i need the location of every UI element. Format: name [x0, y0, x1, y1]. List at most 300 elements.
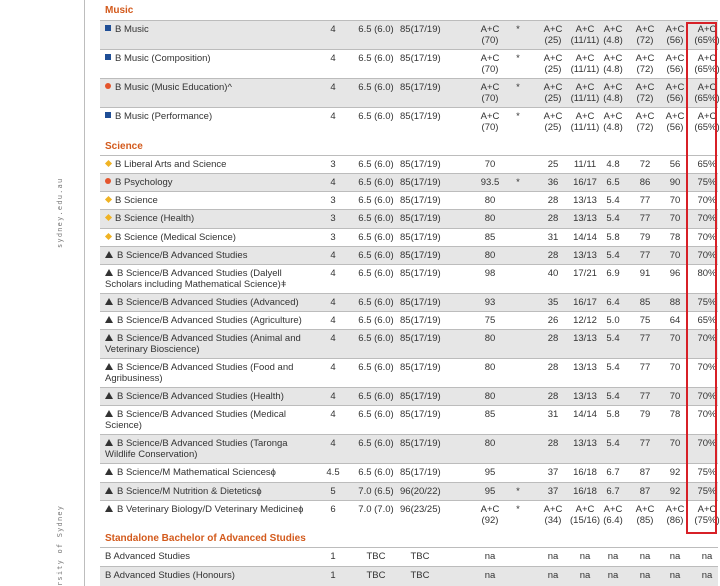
table-cell: 85(17/19)	[400, 159, 441, 170]
course-name-text: B Science/B Advanced Studies (Health)	[117, 391, 284, 402]
course-name	[105, 195, 305, 206]
table-cell: 13/13	[573, 438, 597, 449]
table-cell: 85	[484, 409, 496, 420]
course-name-text: B Science/B Advanced Studies (Medical Science)	[105, 409, 286, 431]
table-cell: 88	[669, 297, 681, 308]
table-cell: 70	[669, 250, 681, 261]
table-cell: 77	[639, 250, 651, 261]
table-cell: na	[547, 570, 559, 581]
table-cell: A+C (56)	[665, 53, 685, 75]
table-cell: 3	[330, 213, 336, 224]
table-cell: 64	[669, 315, 681, 326]
table-cell: 85(17/19)	[400, 53, 441, 64]
table-row	[100, 358, 718, 387]
table-cell: 70	[669, 333, 681, 344]
table-cell: A+C (86)	[665, 504, 685, 526]
table-cell: 6.5 (6.0)	[358, 159, 394, 170]
table-cell: 85(17/19)	[400, 409, 441, 420]
course-name-text: B Advanced Studies (Honours)	[105, 570, 235, 581]
table-cell: 1	[330, 570, 336, 581]
course-name-text: B Psychology	[115, 177, 173, 188]
table-cell: 31	[547, 409, 559, 420]
table-cell: 6.5 (6.0)	[358, 467, 394, 478]
table-cell: 5.4	[606, 391, 620, 402]
course-name	[105, 268, 305, 290]
table-cell: 16/18	[573, 467, 597, 478]
table-cell: 4	[330, 315, 336, 326]
table-cell: 12/12	[573, 315, 597, 326]
table-cell: 13/13	[573, 213, 597, 224]
table-cell: 92	[669, 467, 681, 478]
table-row	[100, 500, 718, 530]
table-cell: A+C (72)	[635, 111, 655, 133]
table-cell: 75	[484, 315, 496, 326]
section-title: Science	[105, 141, 143, 152]
diamond-marker-icon	[105, 233, 112, 240]
table-cell: TBC	[366, 570, 386, 581]
table-cell: 3	[330, 232, 336, 243]
table-cell: 6.5 (6.0)	[358, 177, 394, 188]
table-cell: 85(17/19)	[400, 213, 441, 224]
course-name	[105, 315, 305, 326]
course-name	[105, 297, 305, 308]
table-cell: 85(17/19)	[400, 177, 441, 188]
table-cell: 85(17/19)	[400, 195, 441, 206]
table-cell: 85(17/19)	[400, 232, 441, 243]
table-cell: 85(17/19)	[400, 333, 441, 344]
table-cell: A+C (25)	[543, 53, 563, 75]
table-row	[100, 482, 718, 500]
course-name-text: B Science/B Advanced Studies (Animal and Veterinary Bioscience)	[105, 333, 301, 355]
course-name	[105, 53, 305, 64]
course-name	[105, 232, 305, 243]
table-cell: 17/21	[573, 268, 597, 279]
table-cell: 40	[547, 268, 559, 279]
table-cell: 28	[547, 213, 559, 224]
table-cell: 4.5	[326, 467, 340, 478]
table-cell: 87	[639, 467, 651, 478]
table-cell: 16/17	[573, 297, 597, 308]
table-cell: 77	[639, 391, 651, 402]
table-cell: 85(17/19)	[400, 82, 441, 93]
table-cell: 70%	[697, 232, 717, 243]
section-header	[100, 139, 718, 155]
table-cell: 4	[330, 250, 336, 261]
triangle-marker-icon	[105, 251, 113, 258]
triangle-marker-icon	[105, 468, 113, 475]
table-cell: A+C (56)	[665, 82, 685, 104]
table-row	[100, 209, 718, 228]
table-cell: 56	[669, 159, 681, 170]
table-cell: 7.0 (6.5)	[358, 486, 394, 497]
table-cell: A+C (72)	[635, 53, 655, 75]
table-cell: 85(17/19)	[400, 438, 441, 449]
table-cell: A+C (4.8)	[603, 111, 623, 133]
table-cell: 65%	[697, 159, 717, 170]
table-cell: 75%	[697, 177, 717, 188]
table-cell: 16/17	[573, 177, 597, 188]
table-cell: A+C (25)	[543, 24, 563, 46]
table-cell: 80	[484, 250, 496, 261]
triangle-marker-icon	[105, 334, 113, 341]
table-cell: 6.5 (6.0)	[358, 333, 394, 344]
table-cell: 85(17/19)	[400, 391, 441, 402]
table-cell: 85(17/19)	[400, 315, 441, 326]
table-cell: 80	[484, 438, 496, 449]
table-cell: na	[484, 551, 496, 562]
sidebar-url: sydney.edu.au	[56, 177, 64, 248]
table-cell: 13/13	[573, 391, 597, 402]
table-cell: 86	[639, 177, 651, 188]
section-title: Music	[105, 5, 134, 16]
course-name-text: B Liberal Arts and Science	[115, 159, 227, 170]
table-cell: 75	[639, 315, 651, 326]
table-cell: 70%	[697, 391, 717, 402]
table-cell: 5.4	[606, 333, 620, 344]
table-row	[100, 264, 718, 293]
table-cell: 3	[330, 159, 336, 170]
table-cell: A+C (70)	[480, 111, 500, 133]
square-marker-icon	[105, 112, 111, 118]
table-cell: 16/18	[573, 486, 597, 497]
table-row	[100, 49, 718, 78]
table-cell: na	[669, 570, 681, 581]
table-cell: 5.8	[606, 232, 620, 243]
square-marker-icon	[105, 25, 111, 31]
triangle-marker-icon	[105, 316, 113, 323]
table-cell: 36	[547, 177, 559, 188]
course-name	[105, 391, 305, 402]
table-cell: A+C (70)	[480, 82, 500, 104]
table-cell: 85	[484, 232, 496, 243]
table-cell: 28	[547, 250, 559, 261]
course-name	[105, 250, 305, 261]
table-cell: 13/13	[573, 195, 597, 206]
sidebar-university: rsity of Sydney	[56, 504, 64, 586]
table-row	[100, 20, 718, 49]
table-cell: 85(17/19)	[400, 250, 441, 261]
table-cell: 75%	[697, 486, 717, 497]
table-cell: 95	[484, 467, 496, 478]
table-cell: 96(20/22)	[400, 486, 441, 497]
course-name	[105, 362, 305, 384]
table-cell: 4	[330, 409, 336, 420]
triangle-marker-icon	[105, 487, 113, 494]
table-cell: A+C (25)	[543, 82, 563, 104]
table-cell: 6.5 (6.0)	[358, 24, 394, 35]
section-title: Standalone Bachelor of Advanced Studies	[105, 533, 306, 544]
table-cell: A+C (65%)	[694, 53, 720, 75]
course-name-text: B Science/B Advanced Studies (Agriculture)	[117, 315, 302, 326]
table-cell: 85(17/19)	[400, 467, 441, 478]
table-cell: na	[607, 551, 619, 562]
course-name	[105, 24, 305, 35]
course-name	[105, 333, 305, 355]
table-cell: 28	[547, 333, 559, 344]
table-cell: 77	[639, 362, 651, 373]
table-row	[100, 246, 718, 264]
triangle-marker-icon	[105, 410, 113, 417]
table-cell: 5.4	[606, 362, 620, 373]
table-cell: 85(17/19)	[400, 297, 441, 308]
table-cell: TBC	[366, 551, 386, 562]
diamond-marker-icon	[105, 196, 112, 203]
table-cell: A+C (11/11)	[570, 24, 600, 46]
table-cell: 93.5	[480, 177, 500, 188]
table-cell: 7.0 (7.0)	[358, 504, 394, 515]
table-cell: 14/14	[573, 409, 597, 420]
course-name-text: B Science	[115, 195, 158, 206]
table-cell: A+C (11/11)	[570, 53, 600, 75]
triangle-marker-icon	[105, 363, 113, 370]
table-cell: 1	[330, 551, 336, 562]
course-name	[105, 82, 305, 93]
table-cell: 35	[547, 297, 559, 308]
table-cell: 79	[639, 232, 651, 243]
table-cell: 85	[639, 297, 651, 308]
course-name-text: B Science/M Mathematical Sciencesɸ	[117, 467, 276, 478]
table-cell: A+C (4.8)	[603, 53, 623, 75]
table-row	[100, 107, 718, 136]
table-cell: 72	[639, 159, 651, 170]
table-cell: 13/13	[573, 250, 597, 261]
table-cell: 80	[484, 362, 496, 373]
table-cell: 4	[330, 111, 336, 122]
table-cell: 85(17/19)	[400, 268, 441, 279]
table-cell: 70%	[697, 195, 717, 206]
course-name-text: B Music	[115, 24, 149, 35]
table-cell: A+C (72)	[635, 82, 655, 104]
table-cell: 70	[669, 362, 681, 373]
table-cell: *	[516, 53, 520, 64]
table-cell: 92	[669, 486, 681, 497]
table-cell: *	[516, 24, 520, 35]
table-cell: A+C (11/11)	[570, 111, 600, 133]
table-row	[100, 405, 718, 434]
table-cell: 70	[669, 195, 681, 206]
table-cell: 6.5 (6.0)	[358, 409, 394, 420]
course-name-text: B Veterinary Biology/D Veterinary Medicineɸ	[117, 504, 304, 515]
table-cell: 6.5 (6.0)	[358, 438, 394, 449]
table-cell: 6.5	[606, 177, 620, 188]
table-cell: 31	[547, 232, 559, 243]
table-cell: na	[579, 570, 591, 581]
table-row	[100, 463, 718, 482]
table-cell: 70%	[697, 362, 717, 373]
table-cell: 78	[669, 232, 681, 243]
table-cell: 85(17/19)	[400, 111, 441, 122]
table-cell: 26	[547, 315, 559, 326]
circle-marker-icon	[105, 83, 111, 89]
table-cell: 5.4	[606, 195, 620, 206]
table-cell: 77	[639, 195, 651, 206]
table-cell: 70%	[697, 213, 717, 224]
course-name	[105, 409, 305, 431]
table-cell: 78	[669, 409, 681, 420]
table-cell: 70%	[697, 438, 717, 449]
table-cell: 85(17/19)	[400, 24, 441, 35]
table-cell: 4	[330, 53, 336, 64]
table-cell: 28	[547, 438, 559, 449]
course-name-text: B Science (Health)	[115, 213, 195, 224]
table-cell: na	[607, 570, 619, 581]
table-cell: 6.5 (6.0)	[358, 213, 394, 224]
table-cell: 6.5 (6.0)	[358, 250, 394, 261]
margin-divider	[84, 0, 85, 586]
course-name	[105, 486, 305, 497]
table-cell: 70%	[697, 333, 717, 344]
diamond-marker-icon	[105, 160, 112, 167]
course-name-text: B Science/B Advanced Studies (Advanced)	[117, 297, 299, 308]
table-cell: 6.5 (6.0)	[358, 195, 394, 206]
table-cell: 77	[639, 438, 651, 449]
table-cell: A+C (92)	[480, 504, 500, 526]
table-cell: A+C (56)	[665, 111, 685, 133]
table-cell: A+C (6.4)	[603, 504, 623, 526]
table-row	[100, 293, 718, 311]
table-cell: *	[516, 486, 520, 497]
table-row	[100, 566, 718, 586]
table-cell: *	[516, 177, 520, 188]
table-cell: 70	[669, 438, 681, 449]
table-row	[100, 228, 718, 246]
table-cell: 28	[547, 391, 559, 402]
table-cell: 96	[669, 268, 681, 279]
table-cell: 79	[639, 409, 651, 420]
table-row	[100, 78, 718, 107]
table-cell: 80	[484, 213, 496, 224]
table-cell: 6.7	[606, 467, 620, 478]
table-cell: 5.0	[606, 315, 620, 326]
table-cell: na	[639, 570, 651, 581]
table-cell: 80%	[697, 268, 717, 279]
table-cell: 5.4	[606, 250, 620, 261]
table-cell: 6.5 (6.0)	[358, 268, 394, 279]
section-header	[100, 3, 718, 19]
course-name	[105, 159, 305, 170]
course-name-text: B Science/B Advanced Studies (Dalyell Scholars including Mathematical Science)ǂ	[105, 268, 287, 290]
table-cell: 4	[330, 438, 336, 449]
table-row	[100, 155, 718, 173]
table-cell: 70%	[697, 250, 717, 261]
table-row	[100, 311, 718, 329]
table-cell: A+C (34)	[543, 504, 563, 526]
table-cell: 70	[669, 213, 681, 224]
table-cell: 70%	[697, 409, 717, 420]
table-cell: *	[516, 504, 520, 515]
course-name-text: B Music (Music Education)^	[115, 82, 232, 93]
table-cell: 70	[484, 159, 496, 170]
table-cell: 6.4	[606, 297, 620, 308]
table-cell: 13/13	[573, 362, 597, 373]
table-cell: TBC	[410, 570, 430, 581]
table-cell: 80	[484, 391, 496, 402]
table-cell: 93	[484, 297, 496, 308]
course-name-text: B Music (Composition)	[115, 53, 211, 64]
table-cell: TBC	[410, 551, 430, 562]
table-cell: 6.5 (6.0)	[358, 391, 394, 402]
course-name-text: B Science/B Advanced Studies (Food and Agribusiness)	[105, 362, 294, 384]
table-cell: 6.5 (6.0)	[358, 315, 394, 326]
table-cell: 91	[639, 268, 651, 279]
table-cell: 6.5 (6.0)	[358, 82, 394, 93]
course-name-text: B Science/B Advanced Studies	[117, 250, 248, 261]
table-cell: 75%	[697, 467, 717, 478]
table-cell: A+C (56)	[665, 24, 685, 46]
table-cell: 90	[669, 177, 681, 188]
table-cell: 37	[547, 467, 559, 478]
triangle-marker-icon	[105, 505, 113, 512]
table-cell: 37	[547, 486, 559, 497]
table-row	[100, 173, 718, 191]
table-cell: A+C (70)	[480, 24, 500, 46]
course-name-text: B Music (Performance)	[115, 111, 213, 122]
table-cell: 4	[330, 24, 336, 35]
table-cell: 25	[547, 159, 559, 170]
table-cell: 4.8	[606, 159, 620, 170]
table-cell: A+C (75%)	[694, 504, 720, 526]
table-row	[100, 329, 718, 358]
table-cell: 6	[330, 504, 336, 515]
course-name	[105, 177, 305, 188]
table-cell: *	[516, 82, 520, 93]
table-cell: A+C (70)	[480, 53, 500, 75]
table-cell: 87	[639, 486, 651, 497]
table-cell: A+C (72)	[635, 24, 655, 46]
table-cell: 70	[669, 391, 681, 402]
circle-marker-icon	[105, 178, 111, 184]
table-cell: 85(17/19)	[400, 362, 441, 373]
course-name	[105, 504, 305, 515]
table-cell: 13/13	[573, 333, 597, 344]
table-row	[100, 547, 718, 566]
table-cell: 11/11	[573, 159, 597, 170]
table-cell: 6.5 (6.0)	[358, 297, 394, 308]
table-cell: 96(23/25)	[400, 504, 441, 515]
table-cell: A+C (25)	[543, 111, 563, 133]
table-cell: na	[701, 570, 713, 581]
table-cell: 6.5 (6.0)	[358, 232, 394, 243]
table-cell: A+C (85)	[635, 504, 655, 526]
table-cell: 6.7	[606, 486, 620, 497]
table-cell: 6.5 (6.0)	[358, 53, 394, 64]
table-cell: 77	[639, 213, 651, 224]
table-cell: A+C (4.8)	[603, 24, 623, 46]
course-name-text: B Science/B Advanced Studies (Taronga Wildlife Conservation)	[105, 438, 288, 460]
table-cell: 14/14	[573, 232, 597, 243]
table-cell: na	[669, 551, 681, 562]
table-cell: na	[639, 551, 651, 562]
table-cell: na	[547, 551, 559, 562]
diamond-marker-icon	[105, 214, 112, 221]
square-marker-icon	[105, 54, 111, 60]
table-cell: 80	[484, 333, 496, 344]
course-name	[105, 438, 305, 460]
table-cell: 6.5 (6.0)	[358, 111, 394, 122]
table-cell: 4	[330, 362, 336, 373]
course-name-text: B Advanced Studies	[105, 551, 191, 562]
table-cell: 80	[484, 195, 496, 206]
course-name	[105, 467, 305, 478]
course-name	[105, 213, 305, 224]
course-name-text: B Science (Medical Science)	[115, 232, 236, 243]
triangle-marker-icon	[105, 298, 113, 305]
table-cell: 6.5 (6.0)	[358, 362, 394, 373]
table-cell: 4	[330, 177, 336, 188]
table-cell: 65%	[697, 315, 717, 326]
table-cell: 28	[547, 362, 559, 373]
table-cell: A+C (65%)	[694, 111, 720, 133]
